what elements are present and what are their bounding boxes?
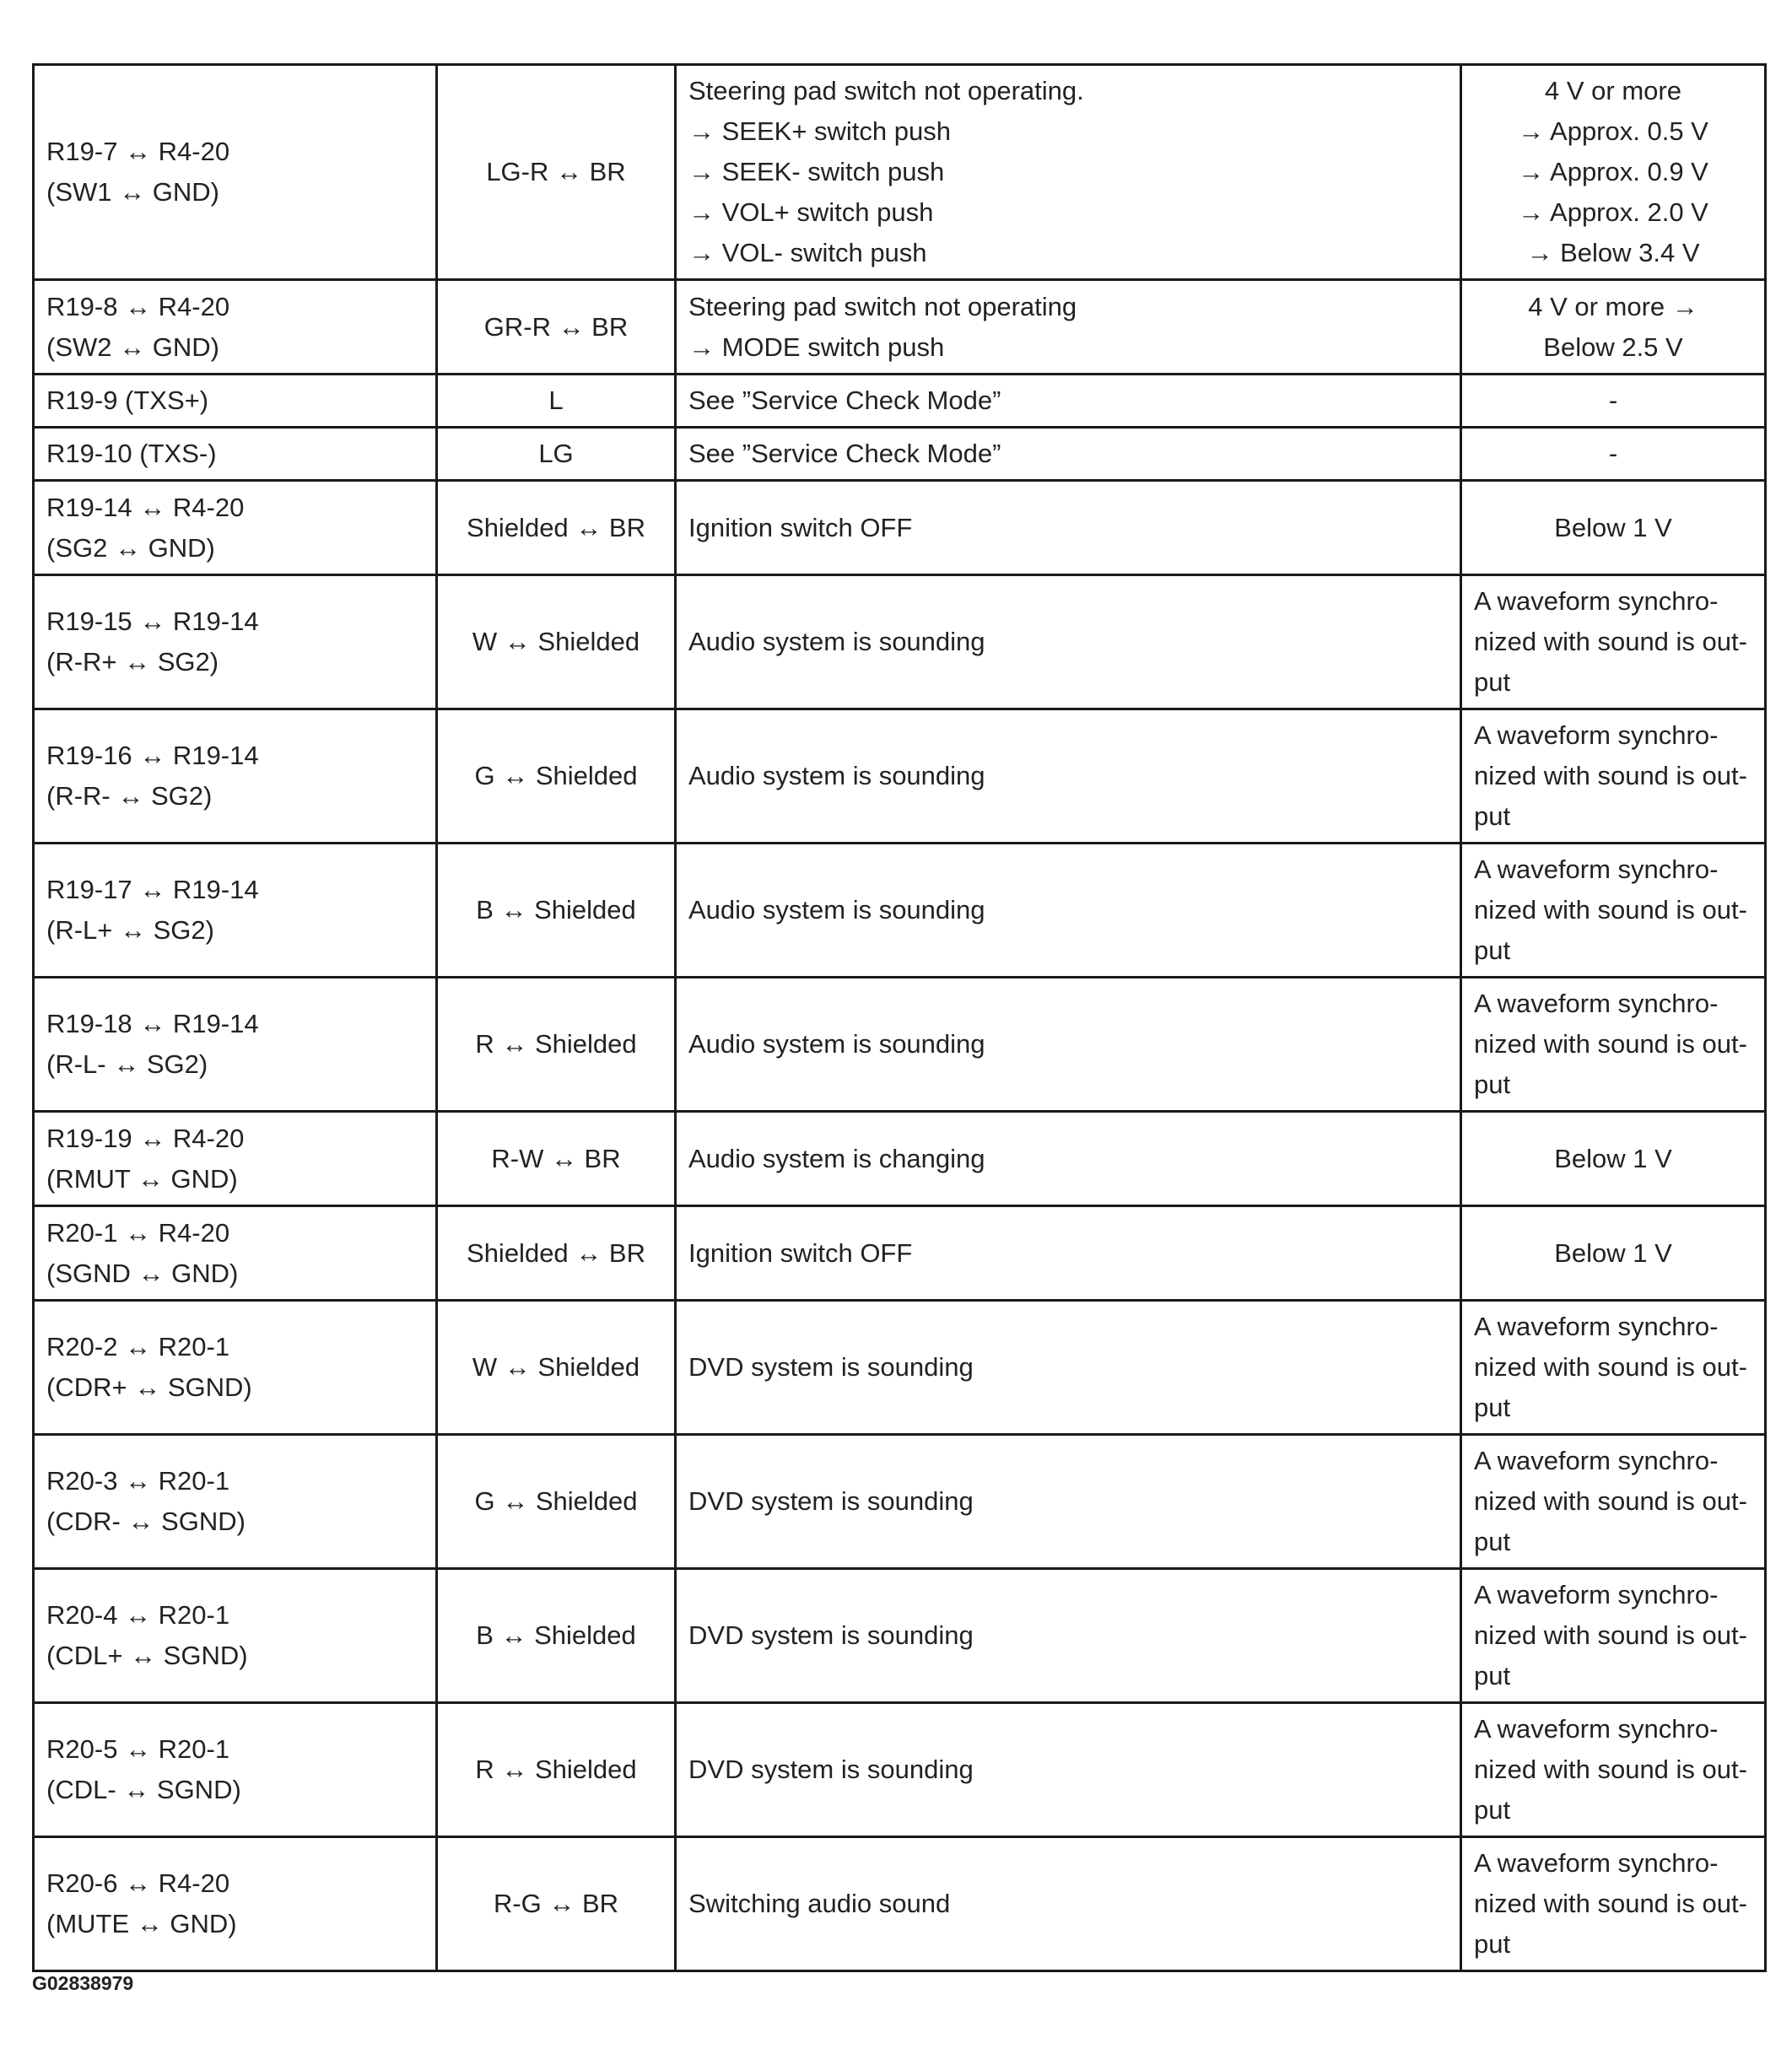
- terminal-cell: R20-3 ↔ R20-1 (CDR- ↔ SGND): [34, 1435, 437, 1569]
- specified-condition-cell: Below 1 V: [1461, 1206, 1766, 1301]
- specified-condition-cell: A waveform synchro- nized with sound is out- put: [1461, 1569, 1766, 1703]
- terminal-cell: R20-1 ↔ R4-20 (SGND ↔ GND): [34, 1206, 437, 1301]
- wiring-color-cell: W ↔ Shielded: [437, 1301, 676, 1435]
- figure-id-label: G02838979: [32, 1972, 134, 1994]
- table-row: [34, 428, 1766, 481]
- condition-cell: Audio system is sounding: [676, 575, 1461, 709]
- specified-condition-cell: -: [1461, 375, 1766, 428]
- terminal-cell: R19-18 ↔ R19-14 (R-L- ↔ SG2): [34, 978, 437, 1112]
- table-row: [34, 1435, 1766, 1569]
- terminal-cell: R19-14 ↔ R4-20 (SG2 ↔ GND): [34, 481, 437, 575]
- terminal-cell: R19-19 ↔ R4-20 (RMUT ↔ GND): [34, 1112, 437, 1206]
- terminal-cell: R19-8 ↔ R4-20 (SW2 ↔ GND): [34, 280, 437, 375]
- condition-cell: Ignition switch OFF: [676, 1206, 1461, 1301]
- specified-condition-cell: Below 1 V: [1461, 1112, 1766, 1206]
- wiring-color-cell: R ↔ Shielded: [437, 1703, 676, 1837]
- specified-condition-cell: Below 1 V: [1461, 481, 1766, 575]
- table-row: [34, 1569, 1766, 1703]
- table-row: [34, 1703, 1766, 1837]
- wiring-color-cell: L: [437, 375, 676, 428]
- condition-cell: DVD system is sounding: [676, 1435, 1461, 1569]
- table-row: [34, 978, 1766, 1112]
- condition-cell: Steering pad switch not operating. → SEEK+ switch push → SEEK- switch push → VOL+ switch push → VOL- switch push: [676, 65, 1461, 280]
- condition-cell: See ”Service Check Mode”: [676, 428, 1461, 481]
- specified-condition-cell: -: [1461, 428, 1766, 481]
- wiring-color-cell: R ↔ Shielded: [437, 978, 676, 1112]
- specified-condition-cell: A waveform synchro- nized with sound is out- put: [1461, 1301, 1766, 1435]
- condition-cell: Audio system is sounding: [676, 844, 1461, 978]
- wiring-color-cell: R-W ↔ BR: [437, 1112, 676, 1206]
- condition-cell: DVD system is sounding: [676, 1301, 1461, 1435]
- wiring-color-cell: B ↔ Shielded: [437, 1569, 676, 1703]
- condition-cell: DVD system is sounding: [676, 1569, 1461, 1703]
- wiring-color-cell: LG: [437, 428, 676, 481]
- wiring-color-cell: G ↔ Shielded: [437, 709, 676, 844]
- wiring-color-cell: W ↔ Shielded: [437, 575, 676, 709]
- table-row: [34, 1206, 1766, 1301]
- wiring-color-cell: Shielded ↔ BR: [437, 481, 676, 575]
- condition-cell: Ignition switch OFF: [676, 481, 1461, 575]
- table-row: [34, 280, 1766, 375]
- specified-condition-cell: A waveform synchro- nized with sound is out- put: [1461, 575, 1766, 709]
- terminal-cell: R20-5 ↔ R20-1 (CDL- ↔ SGND): [34, 1703, 437, 1837]
- condition-cell: Audio system is sounding: [676, 978, 1461, 1112]
- terminal-cell: R20-2 ↔ R20-1 (CDR+ ↔ SGND): [34, 1301, 437, 1435]
- specified-condition-cell: A waveform synchro- nized with sound is out- put: [1461, 709, 1766, 844]
- terminal-cell: R19-9 (TXS+): [34, 375, 437, 428]
- table-row: [34, 1112, 1766, 1206]
- table-row: [34, 844, 1766, 978]
- specified-condition-cell: A waveform synchro- nized with sound is out- put: [1461, 978, 1766, 1112]
- table-row: [34, 65, 1766, 280]
- table-row: [34, 1837, 1766, 1971]
- terminal-cell: R19-7 ↔ R4-20 (SW1 ↔ GND): [34, 65, 437, 280]
- table-row: [34, 575, 1766, 709]
- terminal-cell: R19-10 (TXS-): [34, 428, 437, 481]
- terminal-cell: R19-17 ↔ R19-14 (R-L+ ↔ SG2): [34, 844, 437, 978]
- specified-condition-cell: 4 V or more → Below 2.5 V: [1461, 280, 1766, 375]
- wiring-color-cell: R-G ↔ BR: [437, 1837, 676, 1971]
- specified-condition-cell: A waveform synchro- nized with sound is out- put: [1461, 1435, 1766, 1569]
- condition-cell: Audio system is changing: [676, 1112, 1461, 1206]
- specified-condition-cell: A waveform synchro- nized with sound is out- put: [1461, 844, 1766, 978]
- table-row: [34, 1301, 1766, 1435]
- specified-condition-cell: 4 V or more → Approx. 0.5 V → Approx. 0.9 V → Approx. 2.0 V → Below 3.4 V: [1461, 65, 1766, 280]
- table-row: [34, 481, 1766, 575]
- wiring-color-cell: G ↔ Shielded: [437, 1435, 676, 1569]
- wiring-color-cell: LG-R ↔ BR: [437, 65, 676, 280]
- condition-cell: See ”Service Check Mode”: [676, 375, 1461, 428]
- condition-cell: Switching audio sound: [676, 1837, 1461, 1971]
- specified-condition-cell: A waveform synchro- nized with sound is out- put: [1461, 1703, 1766, 1837]
- wiring-color-cell: GR-R ↔ BR: [437, 280, 676, 375]
- terminal-cell: R19-15 ↔ R19-14 (R-R+ ↔ SG2): [34, 575, 437, 709]
- table-row: [34, 375, 1766, 428]
- condition-cell: Steering pad switch not operating → MODE switch push: [676, 280, 1461, 375]
- wiring-color-cell: B ↔ Shielded: [437, 844, 676, 978]
- condition-cell: Audio system is sounding: [676, 709, 1461, 844]
- terminal-cell: R20-6 ↔ R4-20 (MUTE ↔ GND): [34, 1837, 437, 1971]
- condition-cell: DVD system is sounding: [676, 1703, 1461, 1837]
- specified-condition-cell: A waveform synchro- nized with sound is out- put: [1461, 1837, 1766, 1971]
- terminal-check-table: [32, 63, 1767, 1972]
- table-row: [34, 709, 1766, 844]
- wiring-color-cell: Shielded ↔ BR: [437, 1206, 676, 1301]
- terminal-cell: R20-4 ↔ R20-1 (CDL+ ↔ SGND): [34, 1569, 437, 1703]
- terminal-cell: R19-16 ↔ R19-14 (R-R- ↔ SG2): [34, 709, 437, 844]
